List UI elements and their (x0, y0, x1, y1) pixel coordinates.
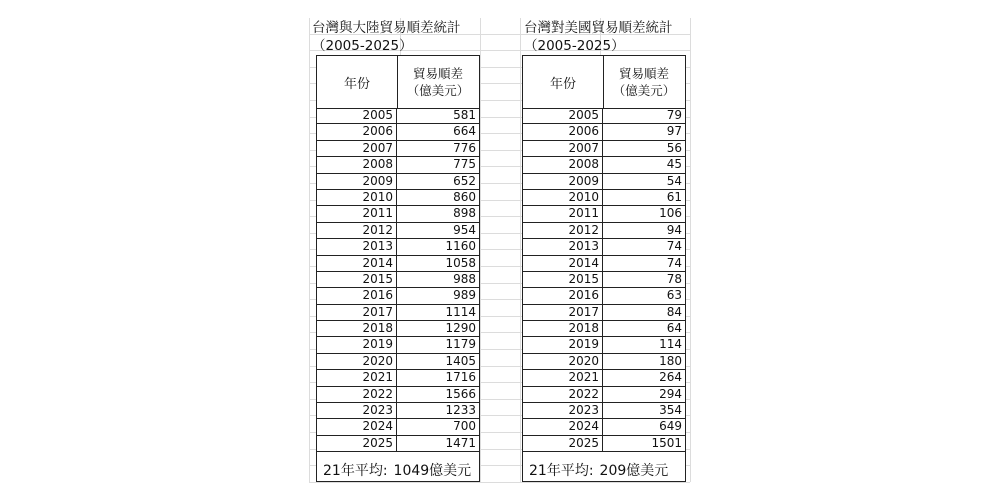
surplus-cell: 581 (453, 108, 476, 122)
year-cell: 2018 (317, 321, 397, 336)
year-cell: 2012 (523, 223, 603, 238)
table-header (317, 56, 479, 109)
year-cell: 2024 (523, 419, 603, 434)
surplus-cell: 56 (666, 140, 682, 155)
year-cell: 2023 (523, 403, 603, 418)
left-table-title: 台灣與大陸貿易順差統計 (312, 20, 461, 36)
left-trade-surplus-table (316, 55, 480, 482)
surplus-cell: 114 (659, 337, 682, 352)
year-cell: 2022 (317, 387, 397, 402)
year-cell: 2005 (317, 108, 397, 123)
left-table-subtitle: （2005-2025） (312, 38, 413, 54)
year-cell: 2022 (523, 387, 603, 402)
surplus-cell: 649 (659, 419, 682, 434)
table-row (317, 354, 479, 370)
table-row (317, 256, 479, 272)
table-row (523, 223, 685, 239)
table-row (317, 288, 479, 304)
table-row (523, 206, 685, 222)
grid-column-line (480, 18, 481, 482)
surplus-cell: 354 (659, 403, 682, 418)
surplus-cell: 45 (666, 157, 682, 172)
surplus-cell: 79 (666, 108, 682, 122)
surplus-cell: 106 (659, 206, 682, 221)
year-column-header: 年份 (523, 56, 604, 108)
table-row (523, 419, 685, 435)
year-cell: 2009 (523, 174, 603, 189)
year-cell: 2012 (317, 223, 397, 238)
right-trade-surplus-table (522, 55, 686, 482)
surplus-cell: 1179 (445, 337, 476, 352)
surplus-cell: 664 (453, 124, 476, 139)
year-cell: 2015 (317, 272, 397, 287)
year-cell: 2025 (523, 436, 603, 451)
table-header (523, 56, 685, 109)
year-cell: 2010 (523, 190, 603, 205)
table-row (523, 124, 685, 140)
year-cell: 2014 (523, 256, 603, 271)
year-cell: 2006 (317, 124, 397, 139)
surplus-column-header: 貿易順差（億美元） (406, 66, 470, 98)
table-row (317, 157, 479, 173)
surplus-cell: 776 (453, 140, 476, 155)
year-cell: 2017 (317, 305, 397, 320)
surplus-cell: 700 (453, 419, 476, 434)
table-row (523, 108, 685, 124)
year-cell: 2020 (523, 354, 603, 369)
table-row (317, 337, 479, 353)
surplus-cell: 1290 (445, 321, 476, 336)
table-row (523, 370, 685, 386)
average-label: 21年平均: (323, 462, 388, 479)
table-row (317, 141, 479, 157)
year-cell: 2016 (317, 288, 397, 303)
surplus-cell: 989 (453, 288, 476, 303)
year-cell: 2021 (317, 370, 397, 385)
year-cell: 2020 (317, 354, 397, 369)
table-footer (523, 458, 685, 481)
year-cell: 2008 (317, 157, 397, 172)
year-cell: 2013 (317, 239, 397, 254)
table-row (317, 206, 479, 222)
table-row (523, 272, 685, 288)
table-row (523, 288, 685, 304)
grid-column-line (690, 18, 691, 482)
year-cell: 2006 (523, 124, 603, 139)
year-cell: 2013 (523, 239, 603, 254)
year-cell: 2011 (317, 206, 397, 221)
year-cell: 2017 (523, 305, 603, 320)
table-row (317, 436, 479, 452)
surplus-cell: 1405 (445, 353, 476, 368)
surplus-cell: 94 (666, 222, 682, 237)
surplus-cell: 1471 (445, 435, 476, 450)
surplus-cell: 1160 (445, 239, 476, 254)
surplus-cell: 1114 (445, 304, 476, 319)
surplus-cell: 860 (453, 189, 476, 204)
year-cell: 2008 (523, 157, 603, 172)
surplus-cell: 898 (453, 206, 476, 221)
surplus-cell: 54 (666, 173, 682, 188)
table-row (317, 370, 479, 386)
average-label: 21年平均: (529, 462, 594, 479)
table-footer (317, 458, 479, 481)
table-row (317, 305, 479, 321)
table-row (523, 403, 685, 419)
year-cell: 2021 (523, 370, 603, 385)
surplus-column-header: 貿易順差（億美元） (612, 66, 676, 98)
table-row (317, 419, 479, 435)
year-cell: 2024 (317, 419, 397, 434)
table-row (317, 108, 479, 124)
year-cell: 2015 (523, 272, 603, 287)
surplus-cell: 775 (453, 157, 476, 172)
surplus-cell: 74 (666, 239, 682, 254)
table-row (317, 321, 479, 337)
table-row (523, 354, 685, 370)
table-row (317, 239, 479, 255)
surplus-cell: 1501 (651, 435, 682, 450)
surplus-cell: 1233 (445, 403, 476, 418)
table-row (317, 272, 479, 288)
table-row (317, 403, 479, 419)
average-value: 209億美元 (599, 462, 669, 479)
year-cell: 2009 (317, 174, 397, 189)
surplus-cell: 264 (659, 370, 682, 385)
table-row (317, 174, 479, 190)
surplus-cell: 64 (666, 321, 682, 336)
right-table-title: 台灣對美國貿易順差統計 (524, 20, 673, 36)
table-row (317, 124, 479, 140)
table-body (317, 108, 479, 452)
year-cell: 2005 (523, 108, 603, 123)
table-row (317, 190, 479, 206)
year-cell: 2007 (317, 141, 397, 156)
surplus-cell: 294 (659, 386, 682, 401)
year-cell: 2019 (317, 337, 397, 352)
surplus-cell: 954 (453, 222, 476, 237)
surplus-cell: 988 (453, 271, 476, 286)
table-row (523, 387, 685, 403)
table-row (317, 387, 479, 403)
surplus-cell: 180 (659, 353, 682, 368)
surplus-cell: 63 (666, 288, 682, 303)
year-cell: 2019 (523, 337, 603, 352)
table-row (523, 321, 685, 337)
year-cell: 2016 (523, 288, 603, 303)
table-row (523, 256, 685, 272)
surplus-cell: 61 (666, 189, 682, 204)
surplus-cell: 78 (666, 271, 682, 286)
year-cell: 2010 (317, 190, 397, 205)
year-cell: 2014 (317, 256, 397, 271)
year-cell: 2025 (317, 436, 397, 451)
table-row (523, 436, 685, 452)
table-row (523, 239, 685, 255)
table-row (523, 190, 685, 206)
year-cell: 2011 (523, 206, 603, 221)
surplus-cell: 652 (453, 173, 476, 188)
surplus-cell: 1716 (445, 370, 476, 385)
table-row (523, 305, 685, 321)
table-body (523, 108, 685, 452)
year-cell: 2007 (523, 141, 603, 156)
table-row (523, 174, 685, 190)
grid-column-line (520, 18, 521, 482)
right-table-subtitle: （2005-2025） (524, 38, 625, 54)
year-cell: 2023 (317, 403, 397, 418)
surplus-cell: 1058 (445, 255, 476, 270)
surplus-cell: 84 (666, 304, 682, 319)
table-row (523, 141, 685, 157)
grid-column-line (309, 18, 310, 482)
year-cell: 2018 (523, 321, 603, 336)
surplus-cell: 74 (666, 255, 682, 270)
year-column-header: 年份 (317, 56, 398, 108)
table-row (523, 157, 685, 173)
table-row (317, 223, 479, 239)
surplus-cell: 1566 (445, 386, 476, 401)
average-value: 1049億美元 (393, 462, 472, 479)
table-row (523, 337, 685, 353)
surplus-cell: 97 (666, 124, 682, 139)
